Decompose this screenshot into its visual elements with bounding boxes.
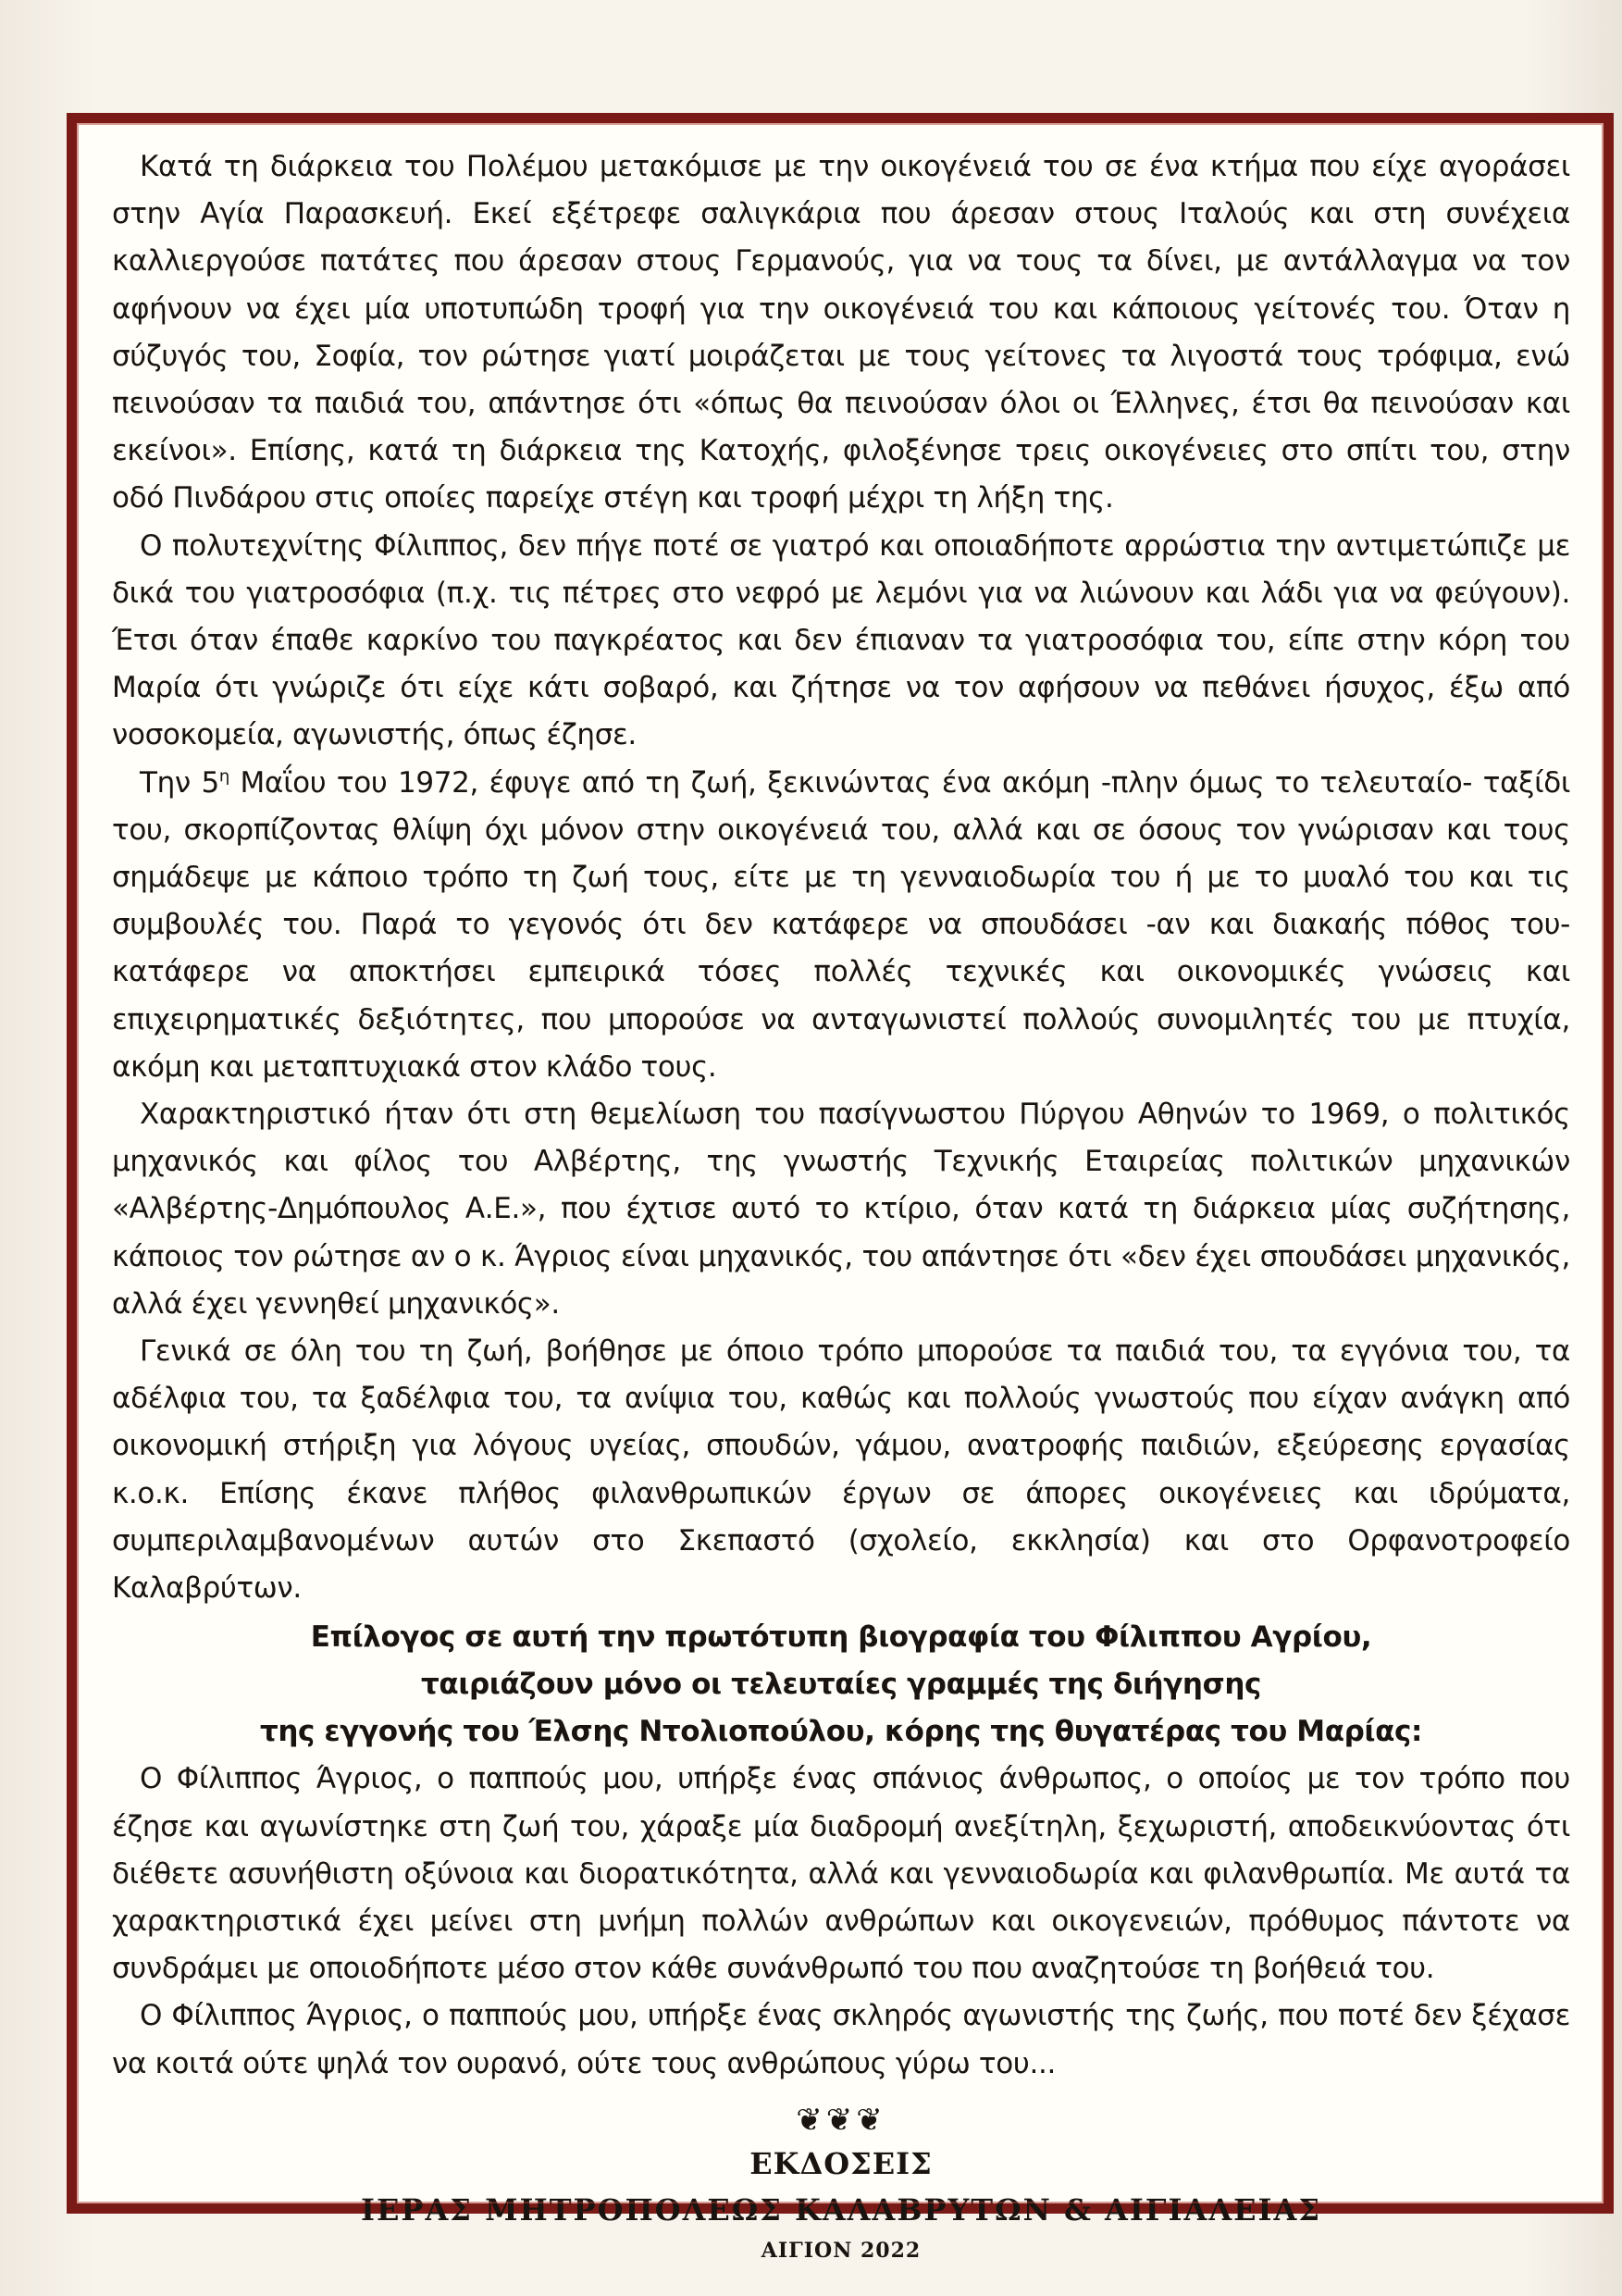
paragraph-death [112, 760, 1570, 1091]
ornament-icon: ❦❦❦ [796, 2101, 886, 2139]
publisher-line-2: ΙΕΡΑΣ ΜΗΤΡΟΠΟΛΕΩΣ ΚΑΛΑΒΡΥΤΩΝ & ΑΙΓΙΑΛΕΙΑΣ [361, 2191, 1321, 2228]
document-frame [67, 113, 1614, 2263]
date-superscript: η [218, 766, 229, 787]
closing-paragraph-1: Ο Φίλιππος Άγριος, ο παππούς μου, υπήρξε ένας σπάνιος άνθρωπος, ο οποίος με τον τρόπο που έζησε και αγωνίστηκε στη ζωή του, χάραξε μία διαδρομή ανεξίτηλη, ξεχωριστή, αποδεικνύοντας ότι διέθετε ασυνήθιστη οξύνοια και διορατικότητα, αλλά και γενναιοδωρία και φιλανθρωπία. Με αυτά τα χαρακτηριστικά έχει μείνει στη μνήμη πολλών ανθρώπων και οικογενειών, πρόθυμος πάντοτε να συνδράμει με οποιοδήποτε μέσο στον κάθε συνάνθρωπό του που αναζητούσε τη βοήθειά του. [112, 1762, 1570, 1986]
paragraph-war: Κατά τη διάρκεια του Πολέμου μετακόμισε με την οικογένειά του σε ένα κτήμα που είχε αγοράσει στην Αγία Παρασκευή. Εκεί εξέτρεφε σαλιγκάρια που άρεσαν στους Ιταλούς και στη συνέχεια καλλιεργούσε πατάτες που άρεσαν στους Γερμανούς, για να τους τα δίνει, με αντάλλαγμα να τον αφήνουν να έχει μία υποτυπώδη τροφή για την οικογένειά του και κάποιους γείτονές του. Όταν η σύζυγός του, Σοφία, τον ρώτησε γιατί μοιράζεται με τους γείτονες τα λιγοστά τους τρόφιμα, ενώ πεινούσαν τα παιδιά του, απάντησε ότι «όπως θα πεινούσαν όλοι οι Έλληνες, έτσι θα πεινούσαν και εκείνοι». Επίσης, κατά τη διάρκεια της Κατοχής, φιλοξένησε τρεις οικογένειες στο σπίτι του, στην οδό Πινδάρου στις οποίες παρείχε στέγη και τροφή μέχρι τη λήξη της. [112, 150, 1570, 515]
date-prefix: Την 5 [140, 765, 219, 800]
epilogue-line-2: ταιριάζουν μόνο οι τελευταίες γραμμές της διήγησης [421, 1668, 1261, 1702]
paragraph-death-text: Μαΐου του 1972, έφυγε από τη ζωή, ξεκινώντας ένα ακόμη -πλην όμως το τελευταίο- ταξίδι του, σκορπίζοντας θλίψη όχι μόνον στην οικογένειά του, αλλά και σε όσους τον γνώρισαν και τους σημάδεψε με κάποιο τρόπο τη ζωή τους, είτε με τη γενναιοδωρία του ή με το μυαλό του και τις συμβουλές του. Παρά το γεγονός ότι δεν κατάφερε να σπουδάσει -αν και διακαής πόθος του- κατάφερε να αποκτήσει εμπειρικά τόσες πολλές τεχνικές και οικονομικές γνώσεις και επιχειρηματικές δεξιότητες, που μπορούσε να ανταγωνιστεί πολλούς συνομιλητές του με πτυχία, ακόμη και μεταπτυχιακά στον κλάδο τους. [112, 765, 1570, 1084]
closing-paragraph-2: Ο Φίλιππος Άγριος, ο παππούς μου, υπήρξε ένας σκληρός αγωνιστής της ζωής, που ποτέ δεν ξέχασε να κοιτά ούτε ψηλά τον ουρανό, ούτε τους ανθρώπους γύρω του... [112, 1999, 1570, 2080]
paragraph-charity: Γενικά σε όλη του τη ζωή, βοήθησε με όποιο τρόπο μπορούσε τα παιδιά του, τα εγγόνια του, τα αδέλφια του, τα ξαδέλφια του, τα ανίψια του, καθώς και πολλούς γνωστούς που είχαν ανάγκη από οικονομική στήριξη για λόγους υγείας, σπουδών, γάμου, ανατροφής παιδιών, εξεύρεσης εργασίας κ.ο.κ. Επίσης έκανε πλήθος φιλανθρωπικών έργων σε άπορες οικογένειες και ιδρύματα, συμπεριλαμβανομένων αυτών στο Σκεπαστό (σχολείο, εκκλησία) και στο Ορφανοτροφείο Καλαβρύτων. [112, 1334, 1570, 1606]
document-body [112, 143, 1570, 2267]
paragraph-remedies: Ο πολυτεχνίτης Φίλιππος, δεν πήγε ποτέ σε γιατρό και οποιαδήποτε αρρώστια την αντιμετώπιζε με δικά του γιατροσόφια (π.χ. τις πέτρες στο νεφρό με λεμόνι για να λιώνουν και λάδι για να φεύγουν). Έτσι όταν έπαθε καρκίνο του παγκρέατος και δεν έπιαναν τα γιατροσόφια του, είπε στην κόρη του Μαρία ότι γνώριζε ότι είχε κάτι σοβαρό, και ζήτησε να τον αφήσουν να πεθάνει ήσυχος, έξω από νοσοκομεία, αγωνιστής, όπως έζησε. [112, 528, 1570, 752]
epilogue-heading [112, 1614, 1570, 1756]
epilogue-line-3: της εγγονής του Έλσης Ντολιοπούλου, κόρης της θυγατέρας του Μαρίας: [260, 1715, 1422, 1749]
publisher-line-3: ΑΙΓΙΟΝ 2022 [761, 2238, 922, 2263]
publisher-line-1: ΕΚΔΟΣΕΙΣ [749, 2145, 933, 2181]
epilogue-line-1: Επίλογος σε αυτή την πρωτότυπη βιογραφία του Φίλιππου Αγρίου, [310, 1620, 1372, 1655]
paragraph-tower: Χαρακτηριστικό ήταν ότι στη θεμελίωση του πασίγνωστου Πύργου Αθηνών το 1969, ο πολιτικός μηχανικός και φίλος του Αλβέρτης, της γνωστής Τεχνικής Εταιρείας πολιτικών μηχανικών «Αλβέρτης-Δημόπουλος Α.Ε.», που έχτισε αυτό το κτίριο, όταν κατά τη διάρκεια μίας συζήτησης, κάποιος τον ρώτησε αν ο κ. Άγριος είναι μηχανικός, του απάντησε ότι «δεν έχει σπουδάσει μηχανικός, αλλά έχει γεννηθεί μηχανικός». [112, 1098, 1570, 1321]
